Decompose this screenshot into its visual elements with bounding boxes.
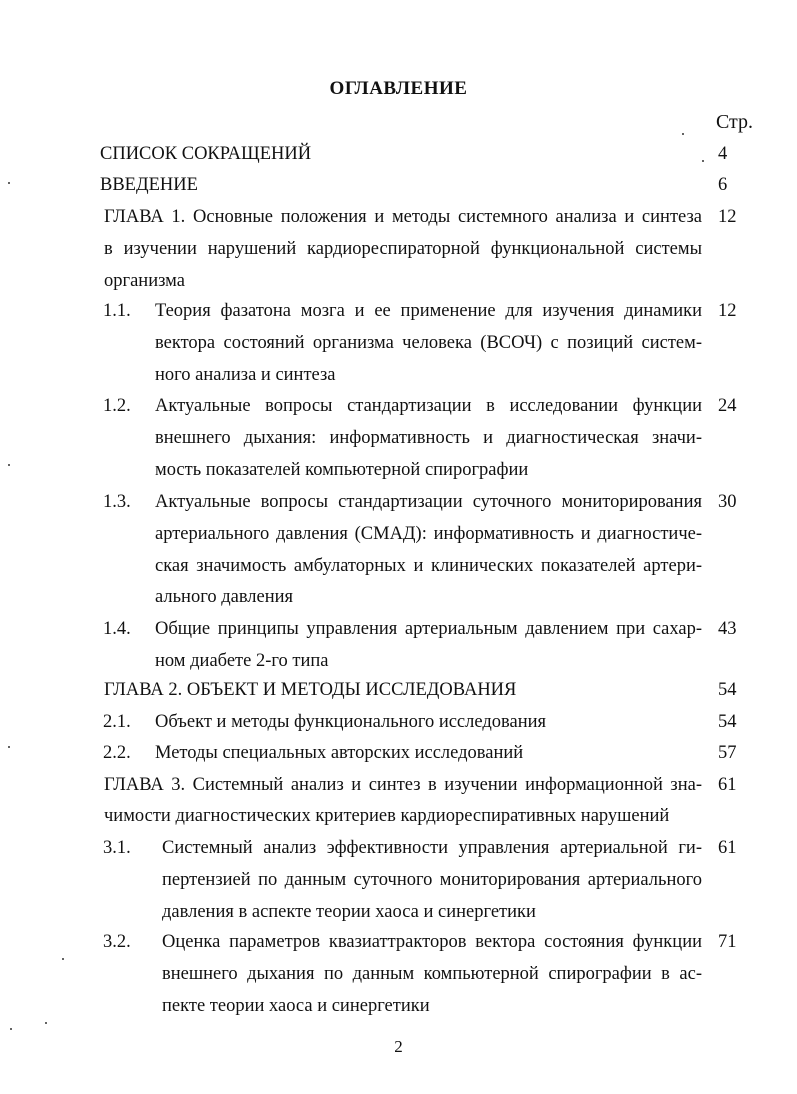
entry-page: 6 bbox=[718, 175, 728, 195]
scan-speck bbox=[10, 1028, 12, 1030]
entry-line: давления в аспекте теории хаоса и синергетики bbox=[162, 902, 536, 922]
entry-line: артериального давления (СМАД): информативность и диагностиче- bbox=[155, 524, 702, 544]
entry-page: 57 bbox=[718, 743, 737, 763]
entry-line: внешнего дыхания по данным компьютерной спирографии в ас- bbox=[162, 964, 702, 984]
scan-speck bbox=[8, 464, 10, 466]
entry-line: ном диабете 2-го типа bbox=[155, 651, 329, 671]
entry-line: Объект и методы функционального исследования bbox=[155, 712, 547, 732]
entry-page: 54 bbox=[718, 680, 737, 700]
entry-line: Актуальные вопросы стандартизации суточного мониторирования bbox=[155, 492, 702, 512]
entry-page: 4 bbox=[718, 144, 728, 164]
entry-line: организма bbox=[104, 271, 185, 291]
entry-line: ного анализа и синтеза bbox=[155, 365, 336, 385]
scan-speck bbox=[8, 182, 10, 184]
entry-number: 1.4. bbox=[103, 619, 131, 639]
entry-page: 24 bbox=[718, 396, 737, 416]
page-number: 2 bbox=[394, 1037, 403, 1056]
entry-number: 1.2. bbox=[103, 396, 131, 416]
entry-line: пертензией по данным суточного мониторирования артериального bbox=[162, 870, 702, 890]
entry-line: Системный анализ эффективности управления артериальной ги- bbox=[162, 838, 702, 858]
entry-line: ального давления bbox=[155, 587, 294, 607]
entry-line: ская значимость амбулаторных и клинических показателей артери- bbox=[155, 556, 702, 576]
entry-line: ГЛАВА 2. ОБЪЕКТ И МЕТОДЫ ИССЛЕДОВАНИЯ bbox=[104, 680, 517, 700]
entry-page: 71 bbox=[718, 932, 737, 952]
entry-number: 1.1. bbox=[103, 301, 131, 321]
entry-page: 12 bbox=[718, 207, 737, 227]
entry-page: 30 bbox=[718, 492, 737, 512]
page-column-label: Стр. bbox=[715, 111, 753, 133]
entry-line: ВВЕДЕНИЕ bbox=[100, 175, 198, 195]
entry-line: вектора состояний организма человека (ВСОЧ) с позиций систем- bbox=[155, 333, 702, 353]
entry-line: СПИСОК СОКРАЩЕНИЙ bbox=[100, 144, 312, 164]
entry-number: 2.1. bbox=[103, 712, 131, 732]
entry-number: 2.2. bbox=[103, 743, 131, 763]
scan-speck bbox=[62, 958, 64, 960]
entry-number: 3.1. bbox=[103, 838, 131, 858]
entry-line: внешнего дыхания: информативность и диагностическая значи- bbox=[155, 428, 702, 448]
entry-page: 54 bbox=[718, 712, 737, 732]
entry-line: Методы специальных авторских исследований bbox=[155, 743, 524, 763]
entry-line: пекте теории хаоса и синергетики bbox=[162, 996, 430, 1016]
scan-speck bbox=[8, 746, 10, 748]
entry-line: Актуальные вопросы стандартизации в исследовании функции bbox=[155, 396, 702, 416]
scan-speck bbox=[682, 133, 684, 135]
entry-line: Общие принципы управления артериальным давлением при сахар- bbox=[155, 619, 702, 639]
scan-speck bbox=[45, 1022, 47, 1024]
entry-number: 1.3. bbox=[103, 492, 131, 512]
entry-page: 61 bbox=[718, 838, 737, 858]
entry-line: Оценка параметров квазиаттракторов вектора состояния функции bbox=[162, 932, 702, 952]
scan-speck bbox=[702, 160, 704, 162]
toc-title: ОГЛАВЛЕНИЕ bbox=[329, 78, 468, 99]
entry-page: 61 bbox=[718, 775, 737, 795]
entry-page: 12 bbox=[718, 301, 737, 321]
entry-line: ГЛАВА 1. Основные положения и методы системного анализа и синтеза bbox=[104, 207, 702, 227]
entry-line: мость показателей компьютерной спирографии bbox=[155, 460, 529, 480]
entry-line: ГЛАВА 3. Системный анализ и синтез в изучении информационной зна- bbox=[104, 775, 702, 795]
entry-line: в изучении нарушений кардиореспираторной функциональной системы bbox=[104, 239, 702, 259]
entry-line: Теория фазатона мозга и ее применение для изучения динамики bbox=[155, 301, 702, 321]
entry-number: 3.2. bbox=[103, 932, 131, 952]
entry-line: чимости диагностических критериев кардиореспиративных нарушений bbox=[104, 806, 670, 826]
entry-page: 43 bbox=[718, 619, 737, 639]
